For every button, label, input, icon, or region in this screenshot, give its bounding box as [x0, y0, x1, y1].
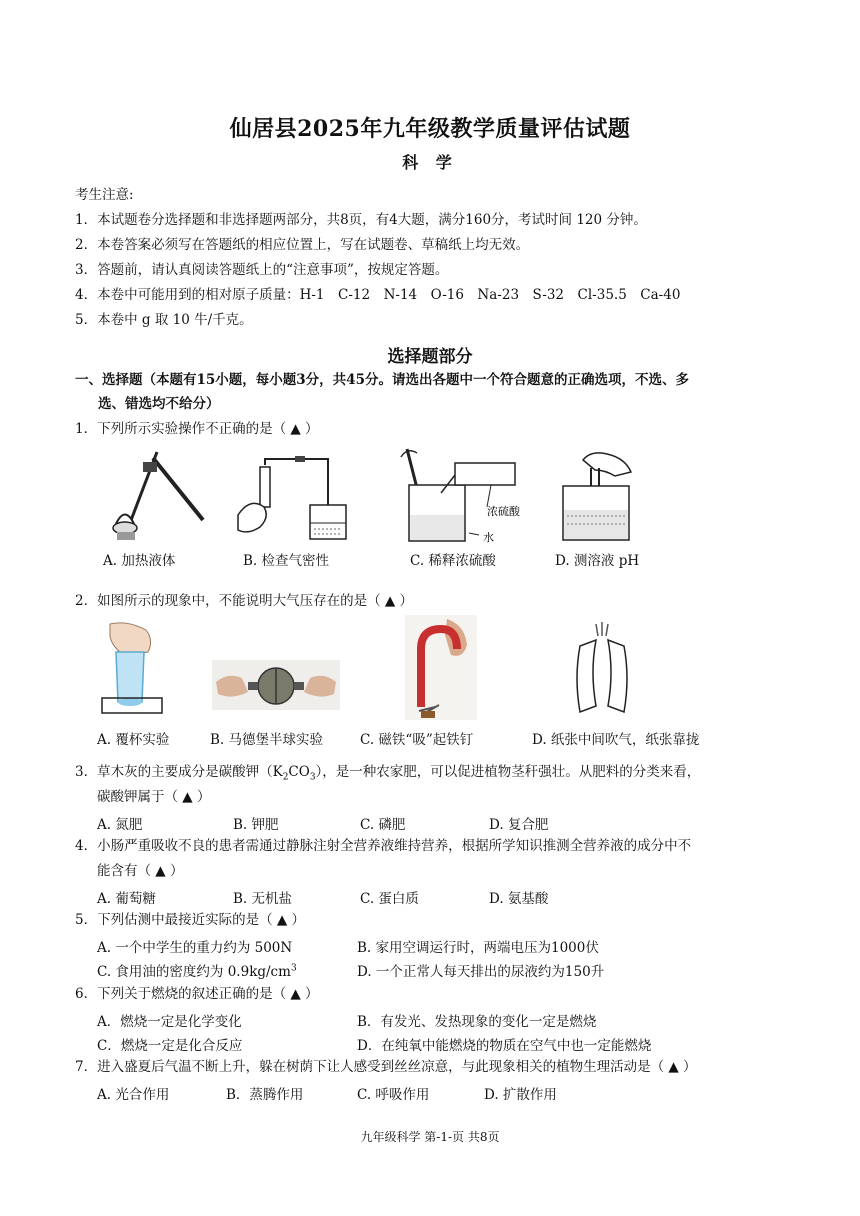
- q6-option-d: D．在纯氧中能燃烧的物质在空气中也一定能燃烧: [357, 1038, 652, 1054]
- q4-option-a: A. 葡萄糖: [97, 891, 156, 907]
- q5-option-d: D. 一个正常人每天排出的尿液约为150升: [357, 964, 605, 980]
- paper-blowing-figure: [572, 622, 632, 717]
- q5-option-a: A. 一个中学生的重力约为 500N: [97, 940, 293, 956]
- q4-option-d: D. 氨基酸: [489, 891, 549, 907]
- q5-option-b: B. 家用空调运行时，两端电压为1000伏: [357, 940, 599, 956]
- inverted-cup-figure: [98, 622, 166, 716]
- q1-option-b: B. 检查气密性: [243, 553, 330, 569]
- q4-option-b: B. 无机盐: [233, 891, 293, 907]
- page-subtitle: 科 学: [402, 153, 458, 172]
- q1-option-c: C. 稀释浓硫酸: [410, 553, 496, 569]
- q7-option-a: A. 光合作用: [97, 1087, 170, 1103]
- label-water: 水: [483, 531, 494, 544]
- q2-option-a: A. 覆杯实验: [97, 732, 170, 748]
- q1-stem: 1．下列所示实验操作不正确的是（ ▲ ）: [75, 421, 319, 437]
- q7-option-c: C. 呼吸作用: [357, 1087, 430, 1103]
- notice-item-1: 1．本试题卷分选择题和非选择题两部分，共8页，有4大题，满分160分，考试时间 120 分钟。: [75, 212, 647, 228]
- q6-stem: 6．下列关于燃烧的叙述正确的是（ ▲ ）: [75, 986, 319, 1002]
- q6-option-a: A．燃烧一定是化学变化: [97, 1014, 242, 1030]
- q6-option-b: B．有发光、发热现象的变化一定是燃烧: [357, 1014, 597, 1030]
- dilute-acid-figure: [395, 445, 535, 545]
- notice-item-5: 5．本卷中 g 取 10 牛/千克。: [75, 312, 253, 328]
- q4-stem-cont: 能含有（ ▲ ）: [97, 863, 184, 879]
- q2-option-b: B. 马德堡半球实验: [210, 732, 324, 748]
- notice-item-4: 4．本卷中可能用到的相对原子质量：H-1 C-12 N-14 O-16 Na-23 S-32 Cl-35.5 Ca-40: [75, 287, 681, 303]
- ph-test-figure: [555, 450, 645, 542]
- heating-liquid-figure: [105, 448, 205, 543]
- q4-option-c: C. 蛋白质: [360, 891, 419, 907]
- section-title: 选择题部分: [387, 347, 473, 367]
- magnet-figure: [405, 615, 477, 720]
- notice-heading: 考生注意:: [75, 187, 134, 203]
- q3-option-d: D. 复合肥: [489, 817, 549, 833]
- part1-heading: 一、选择题（本题有15小题，每小题3分，共45分。请选出各题中一个符合题意的正确选项，不选、多: [75, 372, 689, 388]
- q3-stem-cont: 碳酸钾属于（ ▲ ）: [97, 789, 211, 805]
- q6-option-c: C．燃烧一定是化合反应: [97, 1038, 243, 1054]
- notice-item-3: 3．答题前，请认真阅读答题纸上的“注意事项”，按规定答题。: [75, 262, 449, 278]
- notice-item-2: 2．本卷答案必须写在答题纸的相应位置上，写在试题卷、草稿纸上均无效。: [75, 237, 530, 253]
- q1-option-d: D. 测溶液 pH: [555, 553, 640, 569]
- q1-option-a: A. 加热液体: [103, 553, 176, 569]
- q2-option-c: C. 磁铁“吸”起铁钉: [360, 732, 474, 748]
- q7-option-d: D. 扩散作用: [484, 1087, 557, 1103]
- magdeburg-figure: [212, 660, 340, 710]
- q7-option-b: B．蒸腾作用: [226, 1087, 304, 1103]
- q3-stem: 3．草木灰的主要成分是碳酸钾$(K_2CO_3)$，是一种农家肥，可以促进植物茎秆强壮。从肥料的分类来看，: [75, 764, 701, 783]
- q5-stem: 5．下列估测中最接近实际的是（ ▲ ）: [75, 912, 306, 928]
- page-footer: 九年级科学 第-1-页 共8页: [360, 1130, 500, 1144]
- q3-option-a: A. 氮肥: [97, 817, 143, 833]
- q7-stem: 7．进入盛夏后气温不断上升，躲在树荫下让人感受到丝丝凉意，与此现象相关的植物生理活动是（ ▲ ）: [75, 1059, 697, 1075]
- q2-option-d: D. 纸张中间吹气，纸张靠拢: [532, 732, 700, 748]
- q5-option-c: C. 食用油的密度约为 $0.9kg/cm^3$: [97, 963, 297, 980]
- q2-stem: 2．如图所示的现象中，不能说明大气压存在的是（ ▲ ）: [75, 593, 414, 609]
- q4-stem: 4．小肠严重吸收不良的患者需通过静脉注射全营养液维持营养，根据所学知识推测全营养液的成分中不: [75, 838, 692, 854]
- part1-heading-cont: 选、错选均不给分）: [98, 396, 220, 412]
- page-title: 仙居县2025年九年级教学质量评估试题: [229, 116, 631, 142]
- q3-option-b: B. 钾肥: [233, 817, 279, 833]
- label-concentrated-acid: 浓硫酸: [487, 505, 520, 518]
- airtightness-figure: [230, 455, 350, 543]
- q3-option-c: C. 磷肥: [360, 817, 406, 833]
